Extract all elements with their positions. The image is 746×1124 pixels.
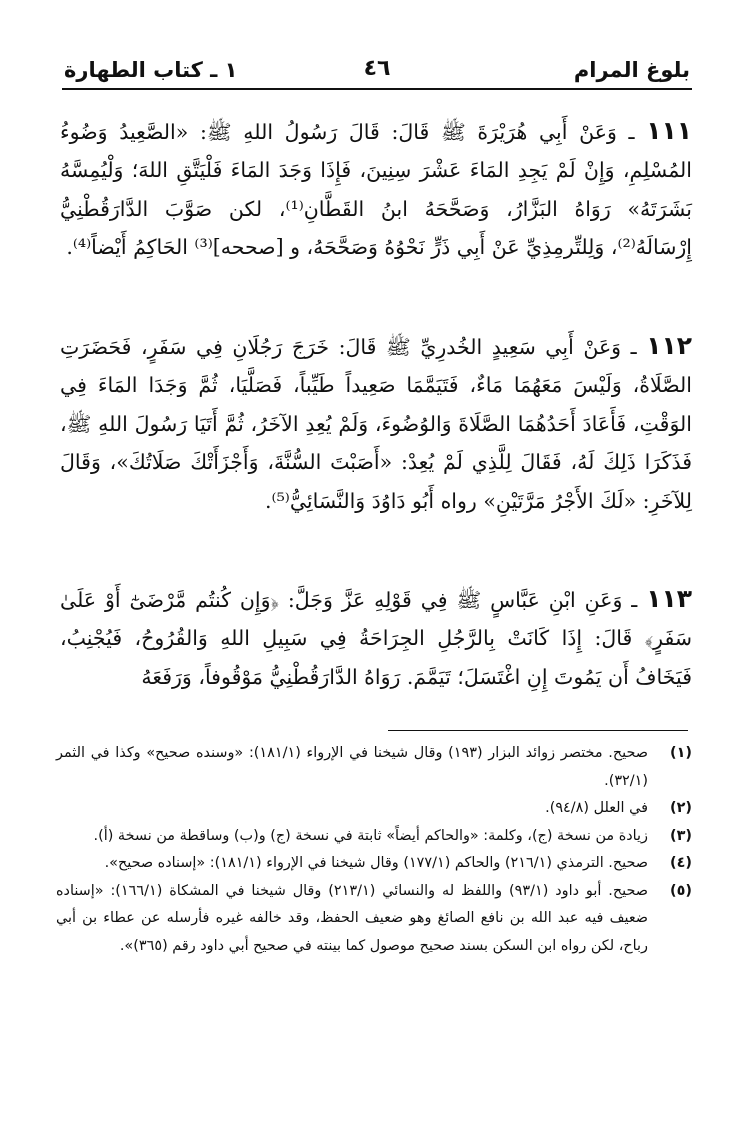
page-header [62,54,692,90]
hadith-111 [60,112,692,267]
hadith-text: ـ وَعَنْ أَبِي هُرَيْرَةَ ﷺ قَالَ: قَالَ رَسُولُ اللهِ ﷺ: «الصَّعِيدُ وَضُوءُ المُسْلِمِ، وَإِنْ لَمْ يَجِدِ المَاءَ عَشْرَ سِنِينَ، فَإِذَا وَجَدَ المَاءَ فَلْيَتَّقِ اللهَ؛ وَلْيُمِسَّهُ بَشَرَتَهُ» رَوَاهُ البَزَّارُ، وَصَحَّحَهُ ابنُ القَطَّانِ⁽¹⁾، لكن صَوَّبَ الدَّارَقُطْنِيُّ إِرْسَالَهُ⁽²⁾، وَلِلتِّرمِذِيِّ عَنْ أَبِي ذَرٍّ نَحْوُهُ وَصَحَّحَهُ، و [صححه]⁽³⁾ الحَاكِمُ أَيْضاً⁽⁴⁾. [60,120,692,260]
footnote-item [56,850,692,878]
book-title: بلوغ المرام [573,58,690,82]
hadith-112 [60,327,692,520]
footnote-item [56,740,692,795]
hadith-text: ـ وَعَنْ أَبِي سَعِيدٍ الخُدرِيِّ ﷺ قَالَ: خَرَجَ رَجُلَانِ فِي سَفَرٍ، فَحَضَرَتِ الصَّلَاةُ، وَلَيْسَ مَعَهُمَا مَاءٌ، فَتَيَمَّمَا صَعِيداً طَيِّباً، فَصَلَّيَا، ثُمَّ وَجَدَا المَاءَ فِي الوَقْتِ، فَأَعَادَ أَحَدُهُمَا الصَّلَاةَ وَالوُضُوءَ، وَلَمْ يُعِدِ الآخَرُ، ثُمَّ أَتَيَا رَسُولَ اللهِ ﷺ، فَذَكَرَا ذَلِكَ لَهُ، فَقَالَ لِلَّذِي لَمْ يُعِدْ: «أَصَبْتَ السُّنَّةَ، وَأَجْزَأَتْكَ صَلَاتُكَ»، وَقَالَ لِلآخَرِ: «لَكَ الأَجْرُ مَرَّتَيْنِ» رواه أَبُو دَاوُدَ وَالنَّسَائِيُّ⁽⁵⁾. [60,335,692,513]
footnote-text: صحيح. أبو داود (٩٣/١) واللفظ له والنسائي (٢١٣/١) وقال شيخنا في المشكاة (١٦٦/١): «إسناده ضعيف فيه عبد الله بن نافع الصائغ وهو ضعيف الحفظ، وقد خالفه غيره فأرسله عن عطاء بن أبي رباح، لكن رواه ابن السكن بسند صحيح موصول كما بينته في صحيح أبي داود رقم (٣٦٥)». [56,882,648,954]
hadith-number: ١١٢ [646,331,692,360]
footnote-number: (٤) [670,855,692,871]
footnote-divider [388,730,688,731]
footnote-number: (١) [670,745,692,761]
footnotes [56,740,692,960]
page-number: ٤٦ [363,56,391,81]
hadith-text: ـ وَعَنِ ابْنِ عَبَّاسٍ ﷺ فِي قَوْلِهِ عَزَّ وَجَلَّ: ﴿وَإِن كُنتُم مَّرْضَىٰٓ أَوْ عَلَىٰ سَفَرٍ﴾ قَالَ: إِذَا كَانَتْ بِالرَّجُلِ الجِرَاحَةُ فِي سَبِيلِ اللهِ وَالقُرُوحُ، فَيُجْنِبُ، فَيَخَافُ أَن يَمُوتَ إِنِ اغْتَسَلَ؛ تَيَمَّمَ. رَوَاهُ الدَّارَقُطْنِيُّ مَوْقُوفاً، وَرَفَعَهُ [60,588,692,689]
footnote-item [56,823,692,851]
footnote-item [56,795,692,823]
footnote-text: زيادة من نسخة (ج)، وكلمة: «والحاكم أيضاً» ثابتة في نسخة (ج) و(ب) وساقطة من نسخة (أ). [93,827,648,844]
footnote-number: (٣) [670,827,692,844]
hadith-number: ١١٣ [646,584,692,613]
chapter-title: ١ ـ كتاب الطهارة [64,58,238,82]
footnote-number: (٢) [670,800,692,816]
hadith-113 [60,580,692,696]
hadith-number: ١١١ [646,116,692,145]
footnote-item [56,878,692,961]
footnote-number: (٥) [670,882,692,899]
footnote-text: صحيح. مختصر زوائد البزار (١٩٣) وقال شيخنا في الإرواء (١٨١/١): «وسنده صحيح» وكذا في الثمر (٣٢/١). [56,745,648,789]
footnote-text: في العلل (٩٤/٨). [545,800,648,816]
footnote-text: صحيح. الترمذي (٢١٦/١) والحاكم (١٧٧/١) وقال شيخنا في الإرواء (١٨١/١): «إسناده صحيح». [104,855,648,871]
